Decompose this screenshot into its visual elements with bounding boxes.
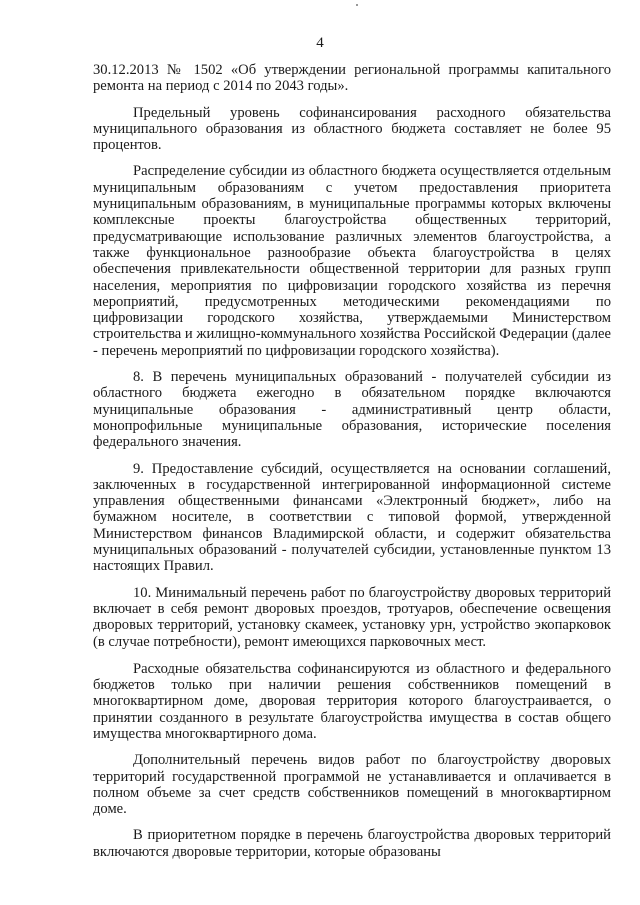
paragraph-subsidy-distribution: Распределение субсидии из областного бюджета осуществляется отдельным муниципальным образованиям с учетом предоставления приоритета муниципальным образованиям, в муниципальные программы которых включены комплексные проекты благоустройства общественных территорий, предусматривающие использование различных элементов благоустройства, а также функциональное разнообразие объекта благоустройства в целях обеспечения привлекательности общественной территории для разных групп населения, мероприятия по цифровизации городского хозяйства из перечня мероприятий, предусмотренных методическими рекомендациями по цифровизации городского хозяйства, утверждаемыми Министерством строительства и жилищно-коммунального хозяйства Российской Федерации (далее - перечень мероприятий по цифровизации городского хозяйства). [93,163,611,359]
paragraph-item-10: 10. Минимальный перечень работ по благоустройству дворовых территорий включает в себя ремонт дворовых проездов, тротуаров, обеспечение освещения дворовых территорий, установку скамеек, установку урн, устройство экопарковок (в случае потребности), ремонт имеющихся парковочных мест. [93,584,611,650]
paragraph-additional-works: Дополнительный перечень видов работ по благоустройству дворовых территорий государственной программой не устанавливается и оплачивается в полном объеме за счет средств собственников помещений в многоквартирном доме. [93,752,611,818]
paragraph-item-8: 8. В перечень муниципальных образований - получателей субсидии из областного бюджета ежегодно в обязательном порядке включаются муниципальные образования - административный центр области, монопрофильные муниципальные образования, исторические поселения федерального значения. [93,369,611,451]
paragraph-priority-order: В приоритетном порядке в перечень благоустройства дворовых территорий включаются дворовые территории, которые образованы [93,827,611,860]
paragraph-continuation: 30.12.2013 № 1502 «Об утверждении региональной программы капитального ремонта на период с 2014 по 2043 годы». [93,62,611,95]
body-text [93,62,611,860]
paragraph-expense-obligations: Расходные обязательства софинансируются из областного и федерального бюджетов только при наличии решения собственников помещений в многоквартирном доме, дворовая территория которого благоустраивается, о принятии созданного в результате благоустройства имущества в состав общего имущества многоквартирного дома. [93,660,611,742]
paragraph-item-9: 9. Предоставление субсидий, осуществляется на основании соглашений, заключенных в государственной интегрированной информационной системе управления общественными финансами «Электронный бюджет», либо на бумажном носителе, в соответствии с типовой формой, утвержденной Министерством финансов Владимирской области, и содержит обязательства муниципальных образований - получателей субсидии, установленные пунктом 13 настоящих Правил. [93,460,611,575]
paragraph-cofinancing-level: Предельный уровень софинансирования расходного обязательства муниципального образования из областного бюджета составляет не более 95 процентов. [93,104,611,154]
scan-speck [356,4,358,6]
page-number: 4 [316,35,324,51]
